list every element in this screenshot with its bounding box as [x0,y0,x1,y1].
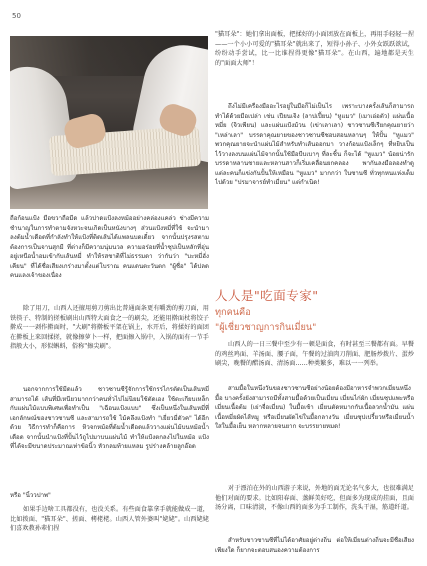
left-thai-paragraph-2: นอกจากการใช้มีดแล้ว ชาวซานซีรู้จักการใช้กรรไกรตัดเป็นเส้นหมี่สามารถได้ เส้นที่มีเหนียวมากกว่าคนทั่วไปไม่นิยมใช้ตัดเอง ใช้ตะเกียบเหล็กกับแผ่นไม้แบบพิเศษเพื่อทำเป็น "เฉือนแป้งแบบ" ซึ่งเป็นหนึ่งในเส้นหมี่ที่เอกลักษณ์ของชาวซานซี และสามารถใช้ ไม้คลึงแป้งทำ "เยี่ยวมี่ตัวค" ได้อีกด้วย วิธีการทำก็คือการ หิวจกหม้อที่ต้มน้ำเดือดแล้ววางแผ่นไม้บนหม้อน้ำเดือด จากนั้นนำแป้งที่ปั้นไว้ถูไปมาบนแผ่นไม้ ทำให้แป้งตกลงไปในหม้อ แป้งที่ได้จะมีขนาดประมาณเท่าข้อนิ้ว หัวกลมท้ายแหลม รูปร่างคล้ายลูกอ๊อด [10,386,209,451]
left-column [10,214,209,545]
right-thai-paragraph-2: สามมื้อในหนึ่งวันของชาวซานซีอย่างน้อยต้องมีอาหารจำพวกเมี่ยนหนึ่งมื้อ บางครั้งยังสามารถมีทั้งสามมื้อด้วยเป็นเมี่ยน เมี่ยนไก่ผัก เมี่ยนซุปแพะหรือเมี่ยนเนื้อต้ม (เย่าจื่อเมี่ยน) ในมื้อเช้า เมี่ยนตัดหมากกับเนื้อลวกน้ำมัน แผ่นเนื้อหมี่ยผัดไส้หมู หรือเมี่ยนผัดไข่ในมื้อกลางวัน เมี่ยนซุปเปรี้ยวหรือเมี่ยนน้ำใสในมื้อเย็น หลากหลายจนยาก จะบรรยายหมด! [215,385,414,431]
right-chinese-paragraph-3: 对于漂泊在外的山西游子来说，外地的面无论名气多大，也很难满足他们对面的要求。比如阳春面、蒸鲜美好吃，但面多为现成的挂面，且面汤分离，口味清淡，不像山西的面多为手工制作，洗头干湿，筋道纤道。 [215,485,414,512]
section-heading-thai-line-2: "ผู้เชี่ยวชาญการกินเมี่ยน" [215,322,317,333]
section-heading-thai-line-1: ทุกคนคือ [215,307,251,318]
section-heading-chinese: 人人是"吃面专家" [215,288,319,303]
dough-stretching-photo [10,36,208,209]
left-thai-paragraph-1: ถือก้อนแป้ง มือขวาถือมีด แล้วปาดแป้งลงหม้ออย่างคล่องแคล่ว ช่างมีความชำนาญในการทำตามจังหวะจนเกิดเป็นหนังบางๆ ส่วนแป้งหมี่ที่ใช้ จะนำมาลงต้มน้ำเดือดที่กำลังทำให้แป้งที่ติดเส้นได้แพลนบดเดี๋ยว จากนั้นปรุงรสตามต้องการเป็นจานสุกมี ที่ต่างก็มีความนุ่มนวล ความอร่อยที่น้ำซุปเป็นหลักที่อุ่นอยู่เหนือน้ำอมเข้ากับเส้นหมี่ ทำให้รสชาติที่ไม่ธรรมดา ว่ากันว่า "บะหมี่ฮั่งเคียน" ที่ได้ชื่อเสียงเกร่างมาตั้งแต่โบราณ คนแดนตะวันตก "ผู้ชื่อ" ได้ปลดคนแลงเจ้าของเนื่อง [10,215,209,280]
left-chinese-paragraph-2: 如果手边啥工具都没有，也没关系。有些面食靠拿手就能做成一道，比如拨面、"猫耳朵"、搓面、栲栳栳。山西人管外婆叫"姥姥"。山西姥姥们喜欢教孙辈们捏 [10,506,209,533]
right-column-bottom [215,340,414,556]
right-column-top [215,30,414,267]
left-thai-footnote: หรือ "นิ้ววปาพ" [10,492,51,499]
section-heading [215,286,415,335]
right-chinese-paragraph-2: 山西人的一日三餐中至少有一顿是面食，有时甚至三餐都有面。早餐的鸡丝鸡面、羊汤面、腰子面，午餐的过油肉刀削面、肥肠炒拨片、蛋炒刷尖，晚餐的醋汤面、清汤面……种类繁多，难以一一列举。 [215,341,414,368]
right-chinese-paragraph-1: "猫耳朵"：她们拿出面板，把揉好的小面团放在面板上，再用手轻轻一捏——一个小小可爱的"猫耳朵"就出来了，短得小孙子、小外女跃跃欲试，纷纷动手尝试，比一比谁捏得更像"猫耳朵"。在山西，遍地都是天生的"面面大师"！ [215,31,414,67]
right-thai-paragraph-1: ถึงไม่มีเครื่องมืออะไรอยู่ในมือก็ไม่เป็นไร เพราะบางครั้งเส้นก็สามารถทำได้ด้วยมือเปล่า เช่น เปียนเจิง (ลาปเปี้ยน) "หูแมว" (เมาเอ่อตัว) แผ่นเนื้อหมี่ย (จิวเพียน) และแผ่นแป้งม้วน (เข่าเลาเลา) ชาวซานซีเรียกคุณยายว่า "เหล่าเลา" บรรดาคุณยายของชาวซานซีชอบสอนหลานๆ ให้ปั้น "หูแมว" พวกคุณยายจะนำแผ่นไม้สำหรับทำเส้นออกมา วางก้อนแป้งเล็กๆ ที่หยิบเป็นไว้วางลงบนแผ่นไม้จากนั้นใช้มือบีบเบาๆ ที่ละชิ้น ก็จะได้ "หูแมว" น้อยน่ารัก บรรดาหลานชายและหลานสาวก็เริ่มเคลื่อนยกคลอง พากันลงมือลองทำดู แต่ละคนก็แข่งกันปั้นให้เหมือน "หูแมว" มากกว่า ในซานซี ทั่วทุกหนแห่งเต็มไปด้วย "ปรมาจารย์ทำเมี่ยน" แต่กำเนิด! [215,103,414,187]
right-thai-paragraph-3: สำหรับชาวซานซีที่ไม่ได้อาศัยอยู่ต่างถิ่น ต่อให้เมี่ยนต่างถิ่นจะมีชื่อเสียงเพียงใด ก็ยากจะตอบสนองความต้องการ [215,537,414,554]
page-number: 50 [12,12,21,20]
left-chinese-paragraph-1: 除了用刀，山西人还擅用剪刀剪出比普通面条更有嚼劲的剪刀面，用铁筷子、特制的搓板刷出山西特大面食之一的刷尖，还能用擀面杖将饺子擀成一一剥作擀面时，"大刷"将擀板平架在锅上，水开后，将揉好的面团在擀板上来回揉搓，就像擦萝卜一样，把面擦入锅中，入锅的面有一节手指般大小，形似蝌蚪，俗称"擦尖刷"。 [10,305,209,351]
